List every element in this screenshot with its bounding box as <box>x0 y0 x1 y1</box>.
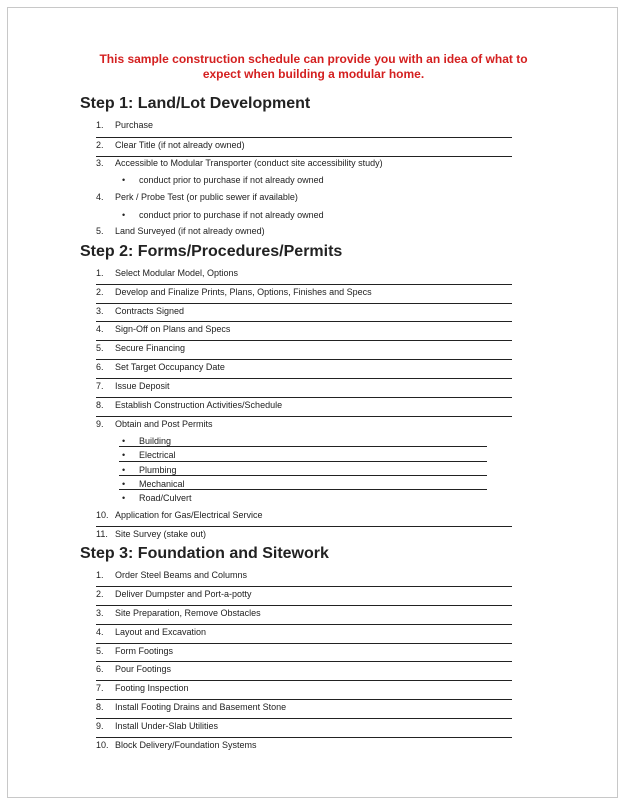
step1-item: 5. Land Surveyed (if not already owned) <box>96 226 265 236</box>
step3-item: 1. Order Steel Beams and Columns <box>96 570 248 580</box>
step3-item: 8. Install Footing Drains and Basement Stone <box>96 702 287 712</box>
step3-item: 6. Pour Footings <box>96 664 172 674</box>
step3-item: 7. Footing Inspection <box>96 683 189 693</box>
divider-line <box>96 137 512 138</box>
divider-line <box>96 321 512 322</box>
divider-line <box>96 526 512 527</box>
step1-item: 3. Accessible to Modular Transporter (conduct site accessibility study) <box>96 158 383 168</box>
divider-line <box>96 397 512 398</box>
divider-line <box>96 359 512 360</box>
step1-bullet: • conduct prior to purchase if not already owned <box>122 175 324 185</box>
step2-bullet: • Electrical <box>122 450 176 460</box>
divider-line <box>96 718 512 719</box>
step2-item: 3. Contracts Signed <box>96 306 185 316</box>
step2-item: 4. Sign-Off on Plans and Specs <box>96 324 231 334</box>
divider-line <box>96 661 512 662</box>
step3-item: 10. Block Delivery/Foundation Systems <box>96 740 257 750</box>
step2-bullet: • Road/Culvert <box>122 493 192 503</box>
divider-line <box>96 680 512 681</box>
divider-line <box>119 475 487 476</box>
step2-heading: Step 2: Forms/Procedures/Permits <box>80 243 343 260</box>
step2-item: 5. Secure Financing <box>96 343 186 353</box>
divider-line <box>96 699 512 700</box>
step2-item: 1. Select Modular Model, Options <box>96 268 239 278</box>
step1-item: 1. Purchase <box>96 120 154 130</box>
step1-item: 4. Perk / Probe Test (or public sewer if available) <box>96 192 298 202</box>
step2-item: 9. Obtain and Post Permits <box>96 419 213 429</box>
step2-item: 8. Establish Construction Activities/Schedule <box>96 400 283 410</box>
step2-bullet: • Building <box>122 436 172 446</box>
intro-text <box>0 52 627 82</box>
step2-bullet: • Plumbing <box>122 465 177 475</box>
divider-line <box>119 446 487 447</box>
divider-line <box>96 416 512 417</box>
step3-heading: Step 3: Foundation and Sitework <box>80 545 329 562</box>
divider-line <box>96 378 512 379</box>
step2-item: 6. Set Target Occupancy Date <box>96 362 225 372</box>
step3-item: 3. Site Preparation, Remove Obstacles <box>96 608 261 618</box>
step3-item: 4. Layout and Excavation <box>96 627 207 637</box>
divider-line <box>96 624 512 625</box>
divider-line <box>96 284 512 285</box>
step3-item: 5. Form Footings <box>96 646 174 656</box>
step1-bullet: • conduct prior to purchase if not already owned <box>122 210 324 220</box>
step1-heading: Step 1: Land/Lot Development <box>80 95 311 112</box>
divider-line <box>96 643 512 644</box>
step2-item: 10. Application for Gas/Electrical Service <box>96 510 263 520</box>
step2-item: 7. Issue Deposit <box>96 381 170 391</box>
intro-line-2: expect when building a modular home. <box>202 67 425 81</box>
divider-line <box>96 303 512 304</box>
step2-item: 11. Site Survey (stake out) <box>96 529 207 539</box>
divider-line <box>96 586 512 587</box>
intro-line-1: This sample construction schedule can provide you with an idea of what to <box>99 52 528 66</box>
step2-bullet: • Mechanical <box>122 479 185 489</box>
step3-item: 9. Install Under-Slab Utilities <box>96 721 219 731</box>
step2-item: 2. Develop and Finalize Prints, Plans, Options, Finishes and Specs <box>96 287 372 297</box>
divider-line <box>96 737 512 738</box>
divider-line <box>119 461 487 462</box>
divider-line <box>96 605 512 606</box>
divider-line <box>119 489 487 490</box>
divider-line <box>96 156 512 157</box>
step3-item: 2. Deliver Dumpster and Port-a-potty <box>96 589 252 599</box>
step1-item: 2. Clear Title (if not already owned) <box>96 140 245 150</box>
divider-line <box>96 340 512 341</box>
